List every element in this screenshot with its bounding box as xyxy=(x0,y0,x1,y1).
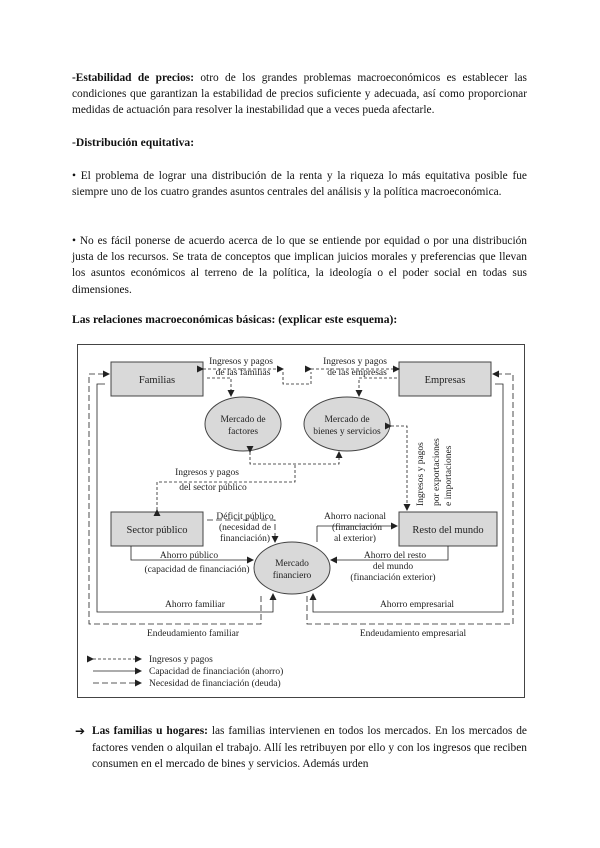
ahorro-resto-label-3: (financiación exterior) xyxy=(350,573,436,583)
ahorro-nacional-label-3: al exterior) xyxy=(334,534,376,544)
familias-bullet-label: Las familias u hogares: xyxy=(92,725,208,737)
deficit-label-2: (necesidad de xyxy=(219,523,271,533)
legend-label-ingresos: Ingresos y pagos xyxy=(149,655,213,665)
ahorro-nacional-label-2: (financiación xyxy=(331,523,383,533)
ip-exterior-label-3: e importaciones xyxy=(444,445,454,506)
ip-empresas-label-2: de las empresas xyxy=(327,368,387,378)
endeudamiento-empresarial-label: Endeudamiento empresarial xyxy=(359,629,467,639)
macro-relations-heading: Las relaciones macroeconómicas básicas: (explicar este esquema): xyxy=(72,313,398,326)
ip-sector-label-1: Ingresos y pagos xyxy=(175,468,239,478)
price-stability-label: -Estabilidad de precios: xyxy=(72,72,194,84)
mercado-bienes-label-1: Mercado de xyxy=(324,415,370,425)
empresas-label: Empresas xyxy=(424,375,466,386)
distribution-paragraph-1: • El problema de lograr una distribución de la renta y la riqueza lo más equitativa posible fue siempre uno de los cuatro grandes asuntos centrales del análisis y la política macroeconómica. xyxy=(72,170,527,199)
mercado-financiero-label-2: financiero xyxy=(272,571,312,581)
ip-familias-label-1: Ingresos y pagos xyxy=(209,357,273,367)
sector-publico-label: Sector público xyxy=(126,525,188,536)
ahorro-nacional-label-1: Ahorro nacional xyxy=(324,512,386,522)
deficit-label-3: financiación) xyxy=(219,534,271,544)
price-stability-paragraph xyxy=(72,70,527,119)
resto-mundo-label: Resto del mundo xyxy=(412,525,484,536)
ahorro-empresarial-label: Ahorro empresarial xyxy=(379,600,455,610)
ip-exterior-label-2: por exportaciones xyxy=(432,438,442,506)
legend-label-necesidad: Necesidad de financiación (deuda) xyxy=(149,679,281,689)
mercado-factores-label-1: Mercado de xyxy=(220,415,266,425)
ip-sector-label-2: del sector público xyxy=(179,483,247,493)
distribution-paragraph-2: • No es fácil ponerse de acuerdo acerca de lo que se entiende por equidad o por una distribución justa de los recursos. Se trata de conceptos que implican juicios morales y preferencias que llevan los asuntos económicos al terreno de la política, la ideología o el poder social en todas sus dimensiones. xyxy=(72,235,527,296)
mercado-factores-label-2: factores xyxy=(227,427,259,437)
ahorro-publico-label-1: Ahorro público xyxy=(159,551,219,561)
mercado-financiero-label-1: Mercado xyxy=(275,559,309,569)
ip-exterior-label-1: Ingresos y pagos xyxy=(416,442,426,506)
ahorro-publico-label-2: (capacidad de financiación) xyxy=(144,565,250,575)
price-stability-text: otro de los grandes problemas macroeconómicos es establecer las condiciones que garantizan la estabilidad de precios suficiente y adecuada, así como proporcionar medidas de actuación para resolver la inestabilidad que a veces pueda afectarle. xyxy=(72,72,527,117)
ip-empresas-label-1: Ingresos y pagos xyxy=(323,357,387,367)
ip-familias-label-2: de las familias xyxy=(215,368,271,378)
legend-label-capacidad: Capacidad de financiación (ahorro) xyxy=(149,667,284,677)
equitable-distribution-heading: -Distribución equitativa: xyxy=(72,136,195,149)
endeudamiento-familiar-label: Endeudamiento familiar xyxy=(146,629,240,639)
familias-bullet-text: las familias intervienen en todos los mercados. En los mercados de factores venden o alquilan el trabajo. Allí les retribuyen por ello y con los ingresos que reciben consumen en el mercado de bines y servicios. Además urden xyxy=(92,725,527,771)
deficit-label-1: Déficit público xyxy=(216,512,274,522)
ahorro-resto-label-2: del mundo xyxy=(372,562,414,572)
macroeconomic-relations-diagram xyxy=(77,344,525,698)
ahorro-resto-label-1: Ahorro del resto xyxy=(363,551,427,561)
mercado-bienes-label-2: bienes y servicios xyxy=(313,427,381,437)
ahorro-familiar-label: Ahorro familiar xyxy=(165,600,225,610)
familias-bullet xyxy=(75,723,527,773)
arrow-right-icon: ➔ xyxy=(75,724,86,738)
familias-label: Familias xyxy=(138,375,176,386)
